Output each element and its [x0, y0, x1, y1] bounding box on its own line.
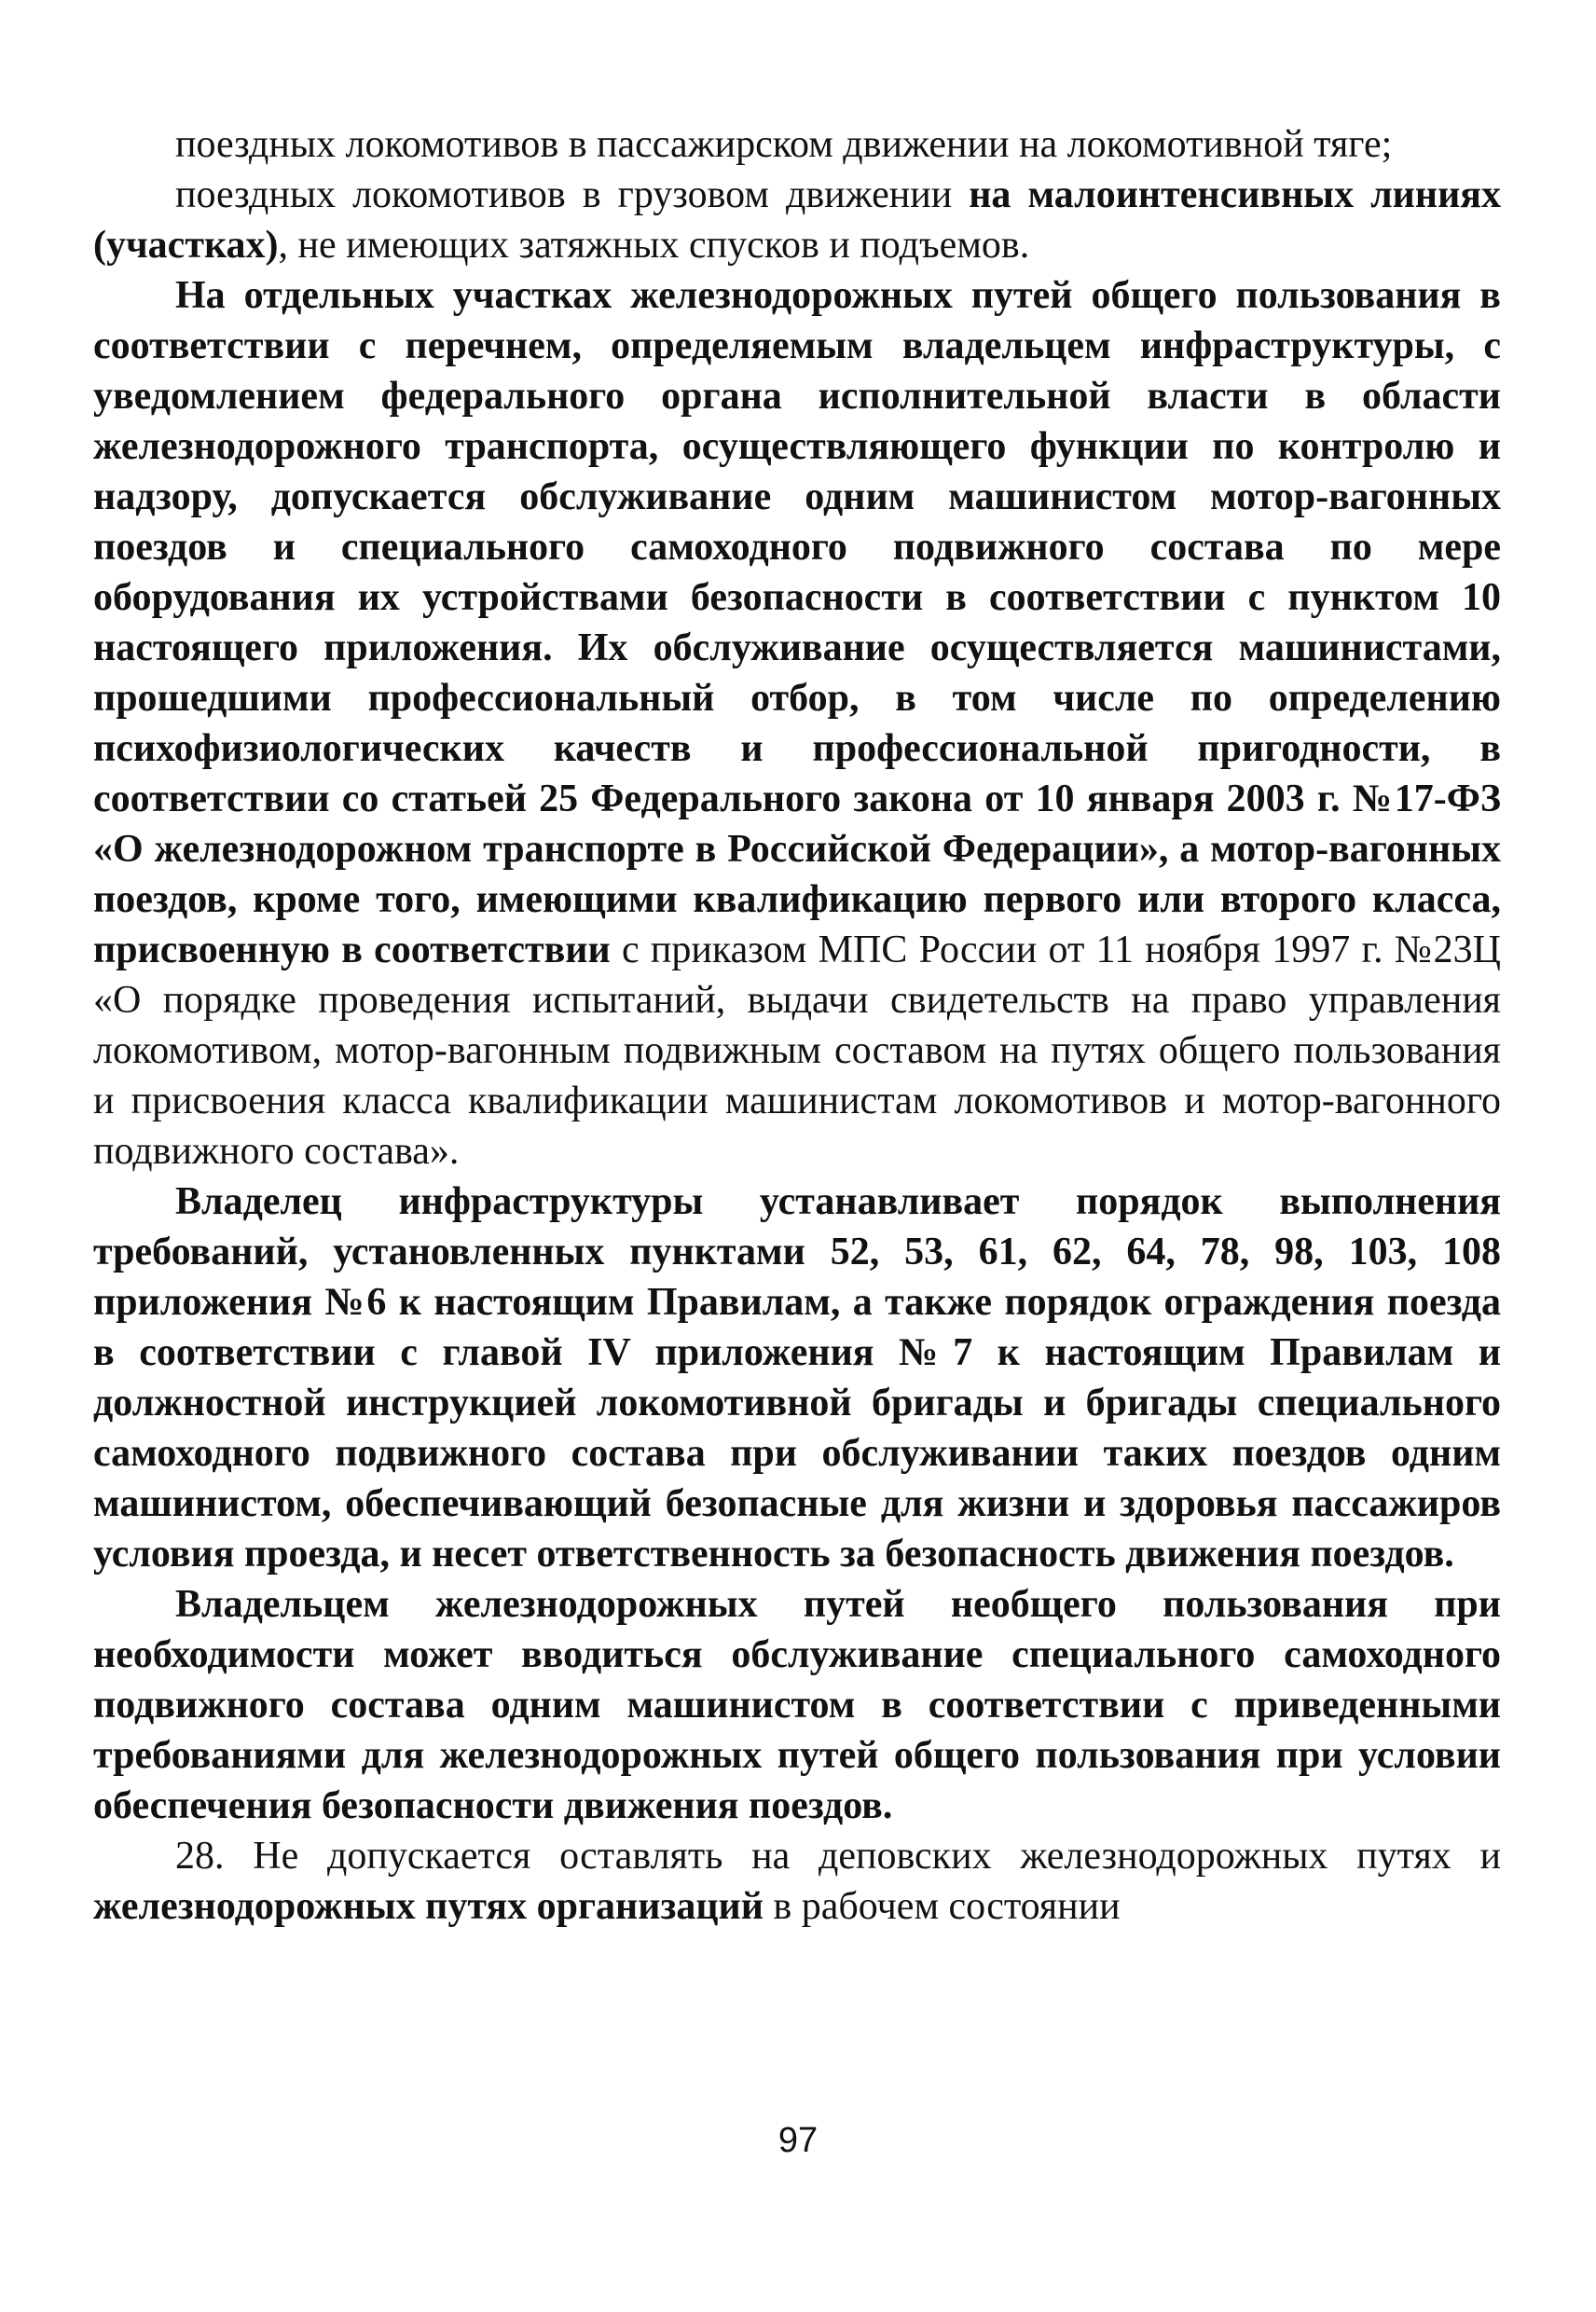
paragraph-5: [93, 1579, 1501, 1831]
paragraph-2-bold-text: на малоинтенсивных линиях (участках): [93, 173, 1501, 267]
paragraph-6-text-a: 28. Не допускается оставлять на деповских железнодорожных путях и: [175, 1835, 1501, 1878]
paragraph-1: [93, 119, 1501, 170]
paragraph-4-bold-text: Владелец инфраструктуры устанавливает порядок выполнения требований, установленных пунктами 52, 53, 61, 62, 64, 78, 98, 103, 108 приложения №6 к настоящим Правилам, а также порядок ограждения поезда в соответствии с главой IV приложения №7 к настоящим Правилам и должностной инструкцией локомотивной бригады и бригады специального самоходного подвижного состава при обслуживании таких поездов одним машинистом, обеспечивающий безопасные для жизни и здоровья пассажиров условия проезда, и несет ответственность за безопасность движения поездов.: [93, 1180, 1501, 1576]
page-number: 97: [777, 2121, 819, 2160]
paragraph-6: [93, 1831, 1501, 1932]
paragraph-3: [93, 270, 1501, 1177]
paragraph-6-bold-text: железнодорожных путях организаций: [93, 1885, 764, 1928]
paragraph-3-bold-text: На отдельных участках железнодорожных путей общего пользования в соответствии с перечнем, определяемым владельцем инфраструктуры, с уведомлением федерального органа исполнительной власти в области железнодорожного транспорта, осуществляющего функции по контролю и надзору, допускается обслуживание одним машинистом мотор-вагонных поездов и специального самоходного подвижного состава по мере оборудования их устройствами безопасности в соответствии с пунктом 10 настоящего приложения. Их обслуживание осуществляется машинистами, прошедшими профессиональный отбор, в том числе по определению психофизиологических качеств и профессиональной пригодности, в соответствии со статьей 25 Федерального закона от 10 января 2003 г. №17-ФЗ «О железнодорожном транспорте в Российской Федерации», а мотор-вагонных поездов, кроме того, имеющими квалификацию первого или второго класса, присвоенную в соответствии: [93, 274, 1501, 971]
paragraph-1-text: поездных локомотивов в пассажирском движении на локомотивной тяге;: [175, 123, 1393, 166]
paragraph-4: [93, 1177, 1501, 1579]
paragraph-6-text-b: в рабочем состоянии: [763, 1885, 1121, 1928]
paragraph-2-text-b: , не имеющих затяжных спусков и подъемов.: [278, 224, 1030, 267]
paragraph-2: [93, 170, 1501, 270]
paragraph-3-text: с приказом МПС России от 11 ноября 1997 г. №23Ц «О порядке проведения испытаний, выдачи свидетельств на право управления локомотивом, мотор-вагонным подвижным составом на путях общего пользования и присвоения класса квалификации машинистам локомотивов и мотор-вагонного подвижного состава».: [93, 929, 1501, 1173]
page-body: [93, 119, 1501, 1932]
paragraph-2-text-a: поездных локомотивов в грузовом движении: [175, 173, 970, 216]
paragraph-5-bold-text: Владельцем железнодорожных путей необщего пользования при необходимости может вводиться обслуживание специального самоходного подвижного состава одним машинистом в соответствии с приведенными требованиями для железнодорожных путей общего пользования при условии обеспечения безопасности движения поездов.: [93, 1583, 1501, 1827]
